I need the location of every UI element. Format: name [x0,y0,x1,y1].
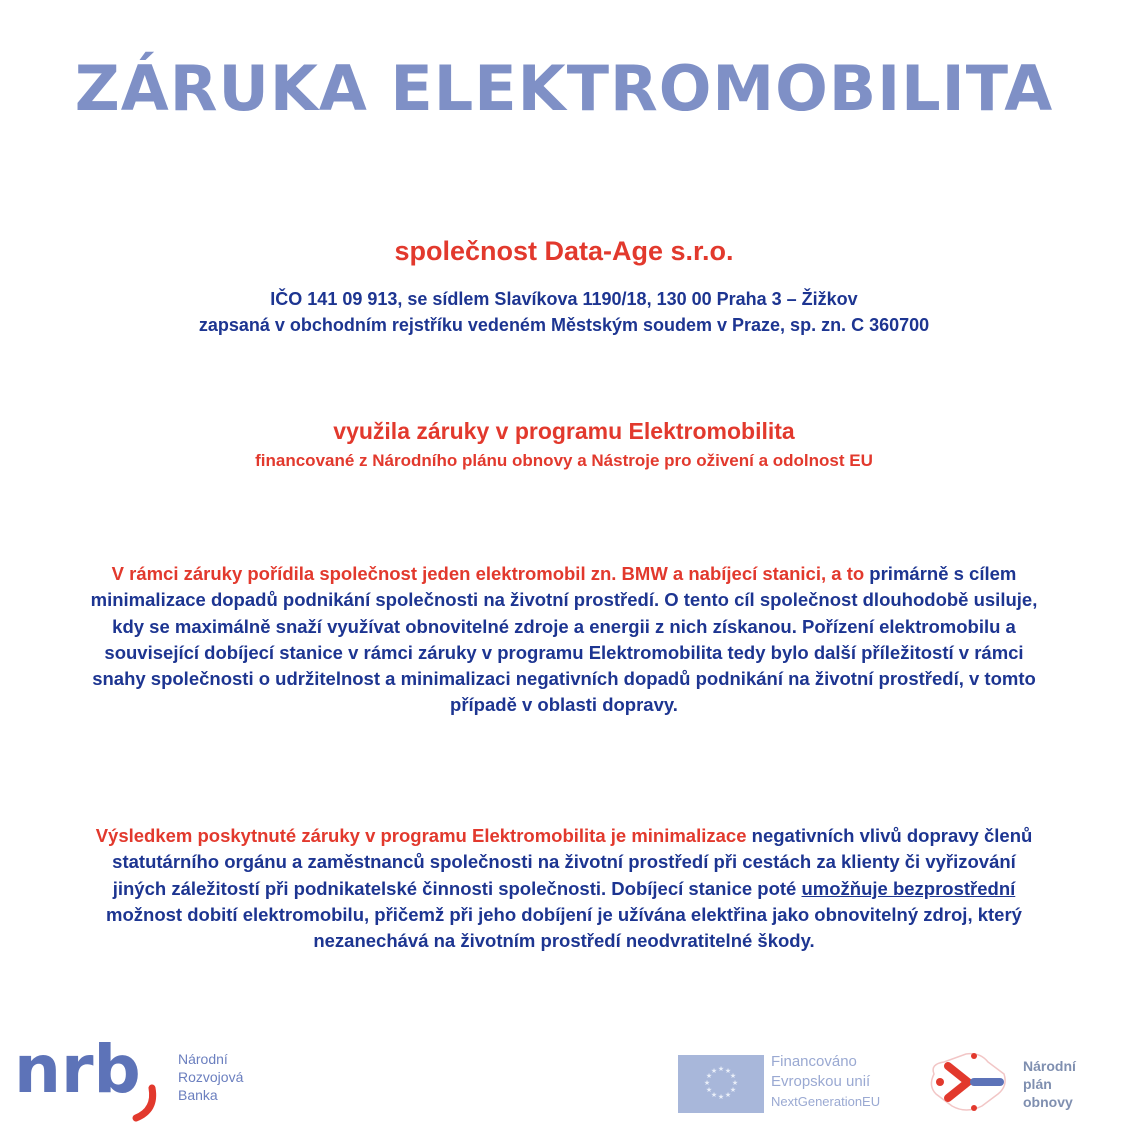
page-title: ZÁRUKA ELEKTROMOBILITA [74,52,1054,125]
company-details [0,286,1128,338]
eu-funding-text [771,1052,880,1112]
paragraph-result-body: negativních vlivů dopravy členů statutárního orgánu a zaměstnanců společnosti na životní prostředí při cestách za klienty či vyřizování jiných záležitostí při podnikatelské činnosti společnosti. Dobíjecí stanice poté [112,825,1033,899]
paragraph-result-intro: Výsledkem poskytnuté záruky v programu Elektromobilita je minimalizace [95,825,747,846]
svg-text:★: ★ [731,1079,739,1087]
svg-text:★: ★ [705,1086,713,1094]
eu-flag-icon [678,1055,764,1113]
svg-text:★: ★ [705,1072,713,1080]
paragraph-purchase-body: primárně s cílem minimalizace dopadů podnikání společnosti na životní prostředí. O tento cíl společnost dlouhodobě usiluje, kdy se maximálně snaží využívat obnovitelné zdroje a energii z nich získanou. Pořízení elektromobilu a související dobíjecí stanice v rámci záruky v programu Elektromobilita tedy bylo další příležitostí v rámci snahy společnosti o udržitelnost a minimalizaci negativních dopadů podnikání na životní prostředí, v tomto případě v oblasti dopravy. [90,563,1038,716]
svg-text:★: ★ [710,1067,718,1075]
paragraph-purchase-intro: V rámci záruky pořídila společnost jeden elektromobil zn. BMW a nabíjecí stanici, a to [111,563,865,584]
svg-text:★: ★ [717,1065,725,1073]
eu-line-2: Evropskou unií [771,1073,871,1090]
nrb-logo-mark: nrb [14,1031,141,1108]
eu-line-3: NextGenerationEU [771,1094,881,1109]
paragraph-result-end: možnost dobití elektromobilu, přičemž při jeho dobíjení je užívána elektřina jako obnovitelný zdroj, který nezanechává na životním prostředí neodvratitelné škody. [106,903,1022,952]
paragraph-purchase [84,561,1044,719]
svg-text:★: ★ [729,1072,737,1080]
npo-logo-icon [926,1044,1010,1120]
company-id-address: IČO 141 09 913, se sídlem Slavíkova 1190/18, 130 00 Praha 3 – Žižkov [270,289,858,309]
svg-text:★: ★ [717,1093,725,1101]
npo-line-1: Národní [1023,1058,1076,1074]
npo-logo-text [1023,1057,1076,1111]
svg-text:★: ★ [724,1067,732,1075]
nrb-logo-text [178,1050,243,1104]
program-heading: využila záruky v programu Elektromobilita [333,418,795,444]
paragraph-result [84,823,1044,954]
svg-text:★: ★ [703,1079,711,1087]
program-subheading: financované z Národního plánu obnovy a Nástroje pro oživení a odolnost EU [255,451,873,470]
svg-text:★: ★ [710,1091,718,1099]
npo-line-3: obnovy [1023,1094,1073,1110]
svg-text:★: ★ [729,1086,737,1094]
npo-line-2: plán [1023,1076,1052,1092]
company-name: společnost Data-Age s.r.o. [394,236,734,266]
eu-line-1: Financováno [771,1053,857,1070]
company-registry: zapsaná v obchodním rejstříku vedeném Městským soudem v Praze, sp. zn. C 360700 [198,315,930,335]
nrb-line-2: Rozvojová [178,1069,244,1085]
paragraph-result-underlined: umožňuje bezprostřední [801,877,1016,899]
nrb-line-1: Národní [178,1051,228,1067]
svg-text:★: ★ [724,1091,732,1099]
nrb-line-3: Banka [178,1087,218,1103]
